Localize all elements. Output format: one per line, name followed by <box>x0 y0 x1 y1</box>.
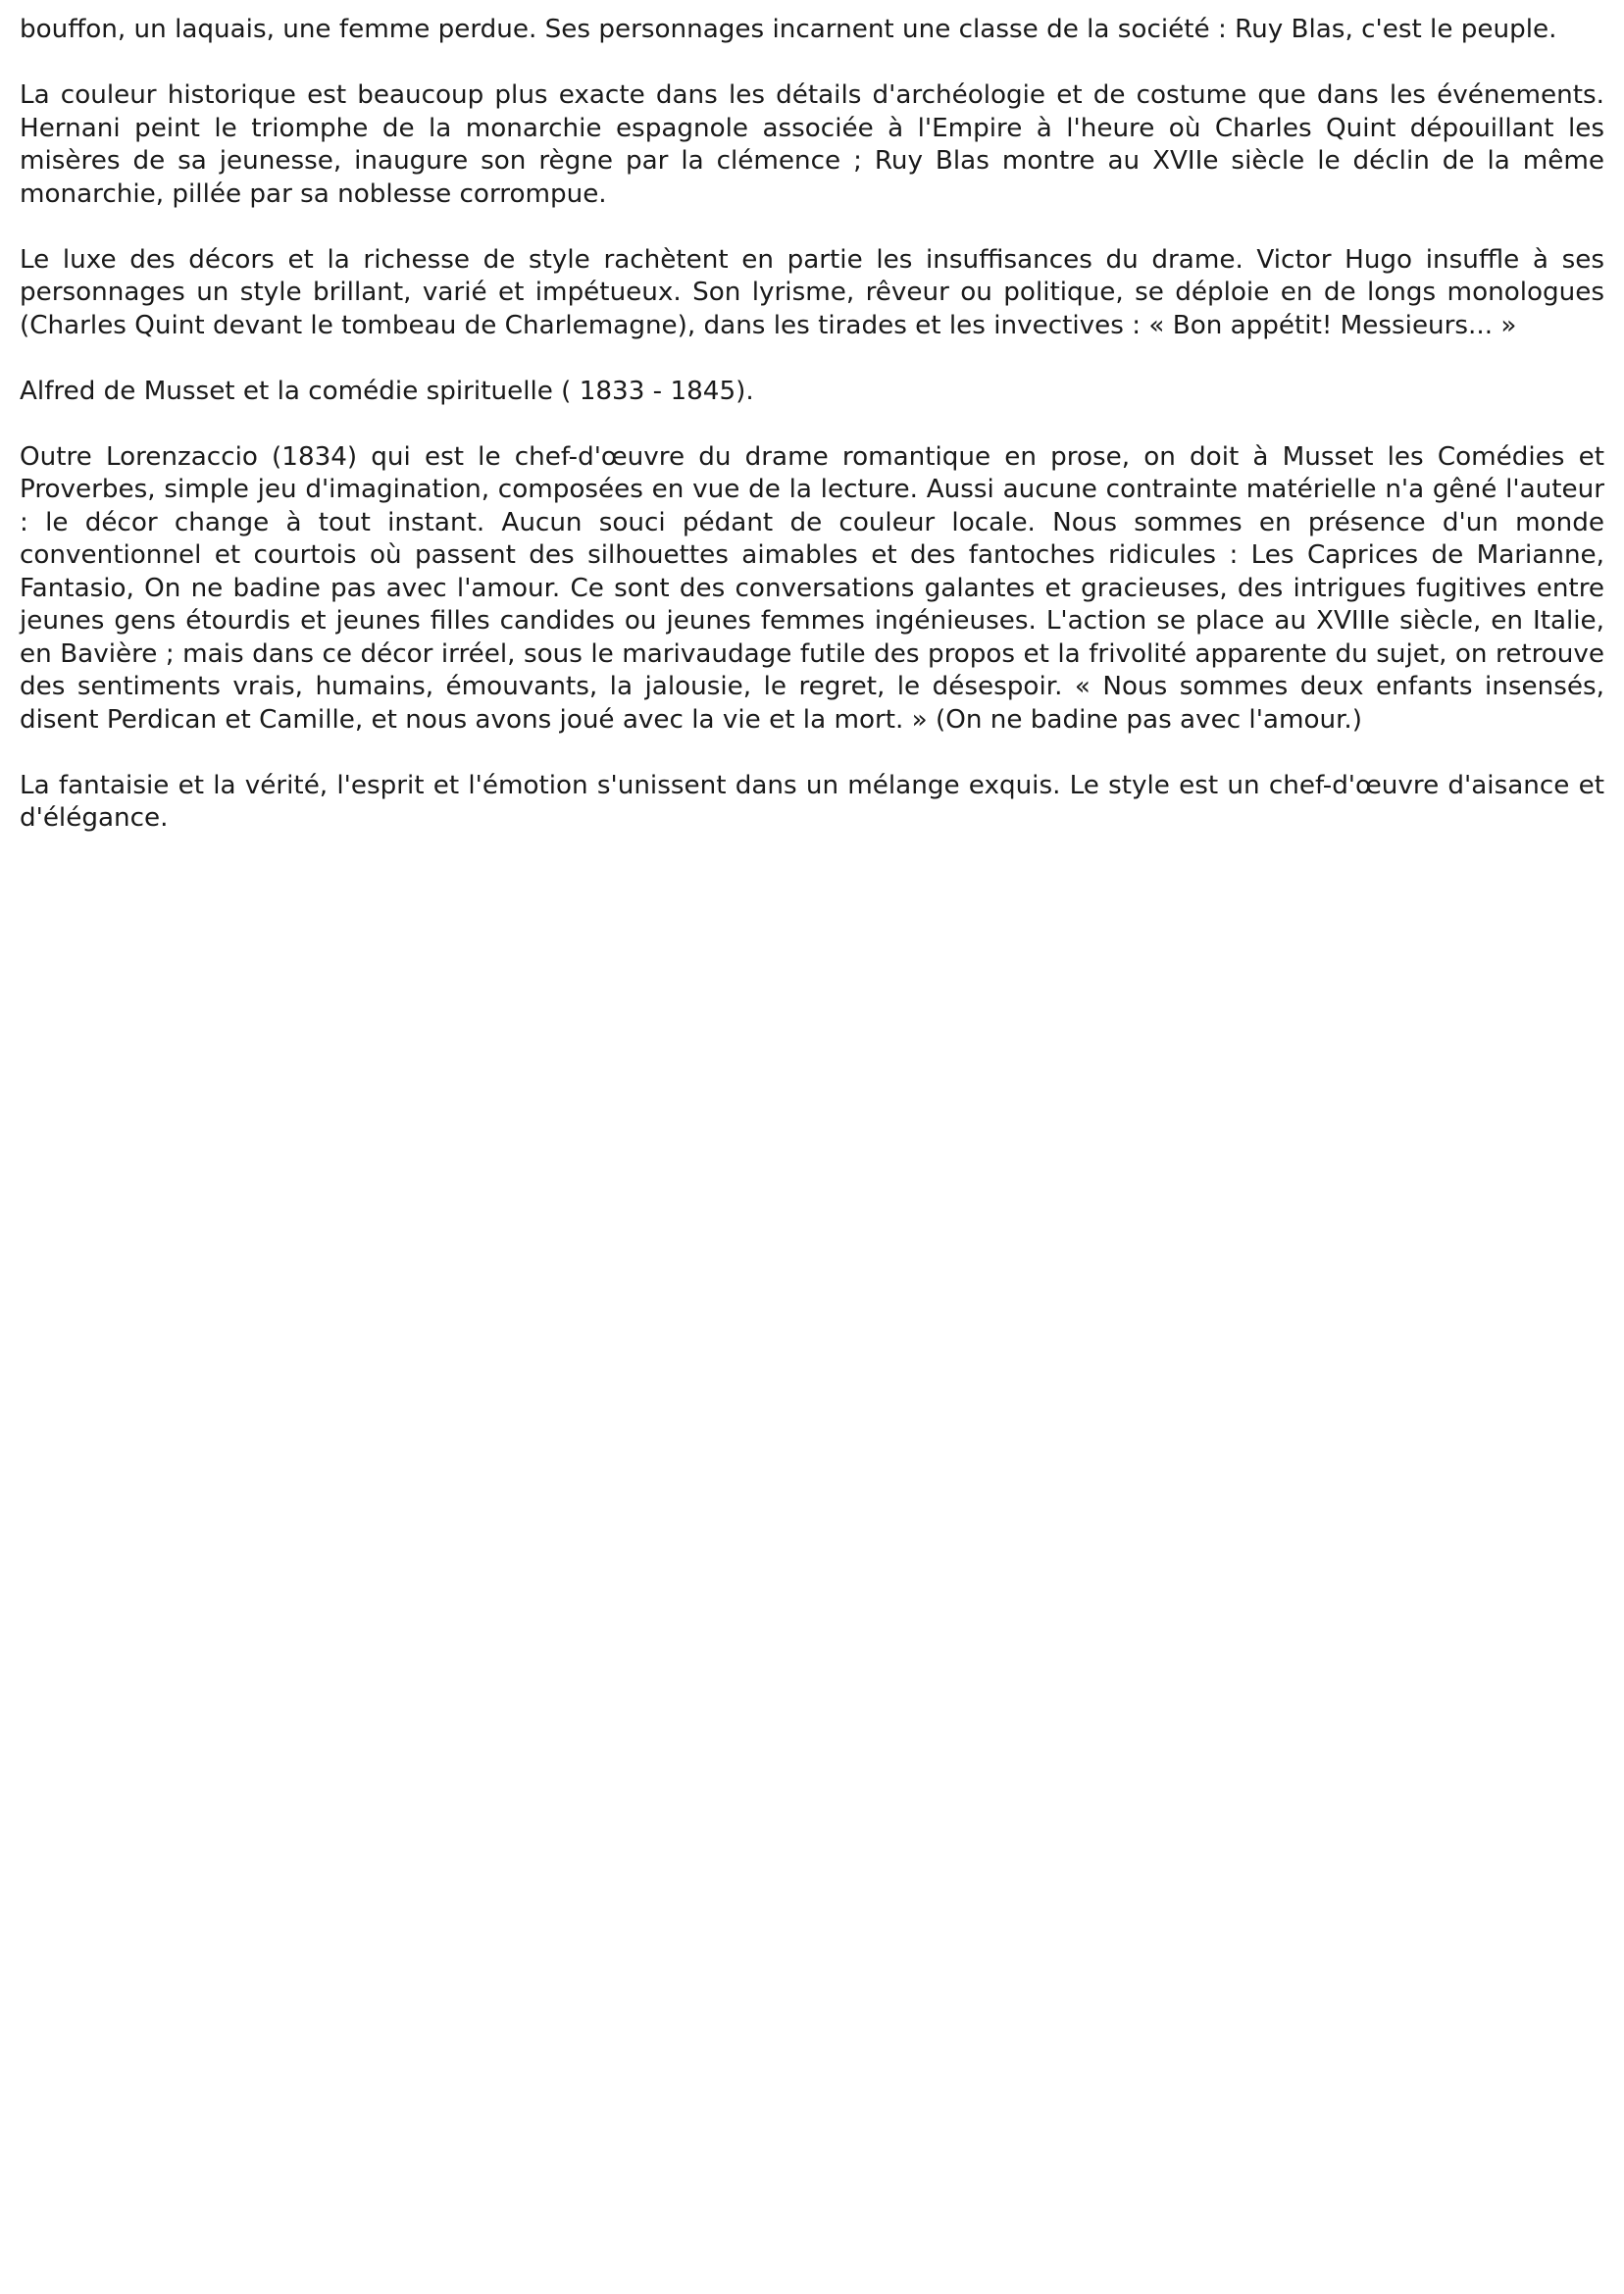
paragraph-couleur-historique: La couleur historique est beaucoup plus exacte dans les détails d'archéologie et de costume que dans les événements. Hernani peint le triomphe de la monarchie espagnole associée à l'Empire à l'heure où Charles Quint dépouillant les misères de sa jeunesse, inaugure son règne par la clémence ; Ruy Blas montre au XVIIe siècle le déclin de la même monarchie, pillée par sa noblesse corrompue. <box>20 80 1604 209</box>
paragraph-luxe-des-decors: Le luxe des décors et la richesse de style rachètent en partie les insuffisances du drame. Victor Hugo insuffle à ses personnages un style brillant, varié et impétueux. Son lyrisme, rêveur ou politique, se déploie en de longs monologues (Charles Quint devant le tombeau de Charlemagne), dans les tirades et les invectives : « Bon appétit! Messieurs... » <box>20 244 1604 340</box>
document-page <box>20 14 1604 836</box>
paragraph-lorenzaccio: Outre Lorenzaccio (1834) qui est le chef-d'œuvre du drame romantique en prose, on doit à Musset les Comédies et Proverbes, simple jeu d'imagination, composées en vue de la lecture. Aussi aucune contrainte matérielle n'a gêné l'auteur : le décor change à tout instant. Aucun souci pédant de couleur locale. Nous sommes en présence d'un monde conventionnel et courtois où passent des silhouettes aimables et des fantoches ridicules : Les Caprices de Marianne, Fantasio, On ne badine pas avec l'amour. Ce sont des conversations galantes et gracieuses, des intrigues fugitives entre jeunes gens étourdis et jeunes filles candides ou jeunes femmes ingénieuses. L'action se place au XVIIIe siècle, en Italie, en Bavière ; mais dans ce décor irréel, sous le marivaudage futile des propos et la frivolité apparente du sujet, on retrouve des sentiments vrais, humains, émouvants, la jalousie, le regret, le désespoir. « Nous sommes deux enfants insensés, disent Perdican et Camille, et nous avons joué avec la vie et la mort. » (On ne badine pas avec l'amour.) <box>20 441 1604 735</box>
section-heading-musset: Alfred de Musset et la comédie spirituelle ( 1833 - 1845). <box>20 376 754 406</box>
paragraph-ruy-blas-peuple: bouffon, un laquais, une femme perdue. Ses personnages incarnent une classe de la société : Ruy Blas, c'est le peuple. <box>20 15 1557 44</box>
paragraph-fantaisie-verite: La fantaisie et la vérité, l'esprit et l'émotion s'unissent dans un mélange exquis. Le style est un chef-d'œuvre d'aisance et d'élégance. <box>20 770 1604 833</box>
